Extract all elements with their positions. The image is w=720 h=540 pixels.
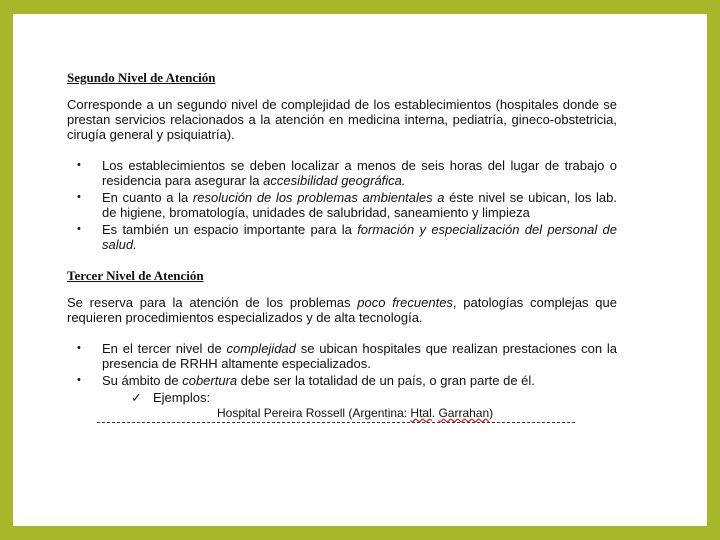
bullet-icon: • [77,191,81,203]
checkmark-icon: ✓ [131,390,142,405]
bullet-icon: • [77,159,81,171]
paragraph-second-level: Corresponde a un segundo nivel de complejidad de los establecimientos (hospitales donde se prestan servicios relacionados a la atención en medicina interna, pediatría, gineco-obstetricia, cirugía general y psiquiatría). [67,97,617,142]
list-item: • Es también un espacio importante para la formación y especialización del personal de salud. [77,222,617,252]
examples-label: Ejemplos: [153,390,211,405]
check-item-examples [67,390,617,405]
section-heading-second-level: Segundo Nivel de Atención [67,70,216,85]
list-item: • Los establecimientos se deben localizar a menos de seis horas del lugar de trabajo o residencia para asegurar la accesibilidad geográfica. [77,158,617,188]
list-item: • En cuanto a la resolución de los problemas ambientales a éste nivel se ubican, los lab. de higiene, bromatología, unidades de salubridad, saneamiento y limpieza [77,190,617,220]
list-item: • En el tercer nivel de complejidad se ubican hospitales que realizan prestaciones con la presencia de RRHH altamente especializados. [77,341,617,371]
bullet-list-second-level [67,158,617,252]
section-heading-third-level: Tercer Nivel de Atención [67,268,204,283]
list-item: • Su ámbito de cobertura debe ser la totalidad de un país, o gran parte de él. [77,373,535,388]
bullet-icon: • [77,374,81,386]
bullet-icon: • [77,342,81,354]
document-body [67,70,617,423]
bullet-list-third-level [67,341,617,388]
paragraph-third-level: Se reserva para la atención de los problemas poco frecuentes, patologías complejas que requieren procedimientos especializados y de alta tecnología. [67,295,617,325]
example-hospital: Hospital Pereira Rossell (Argentina: Htal. Garrahan) [217,406,494,420]
bullet-icon: • [77,223,81,235]
dashed-divider [97,422,575,423]
